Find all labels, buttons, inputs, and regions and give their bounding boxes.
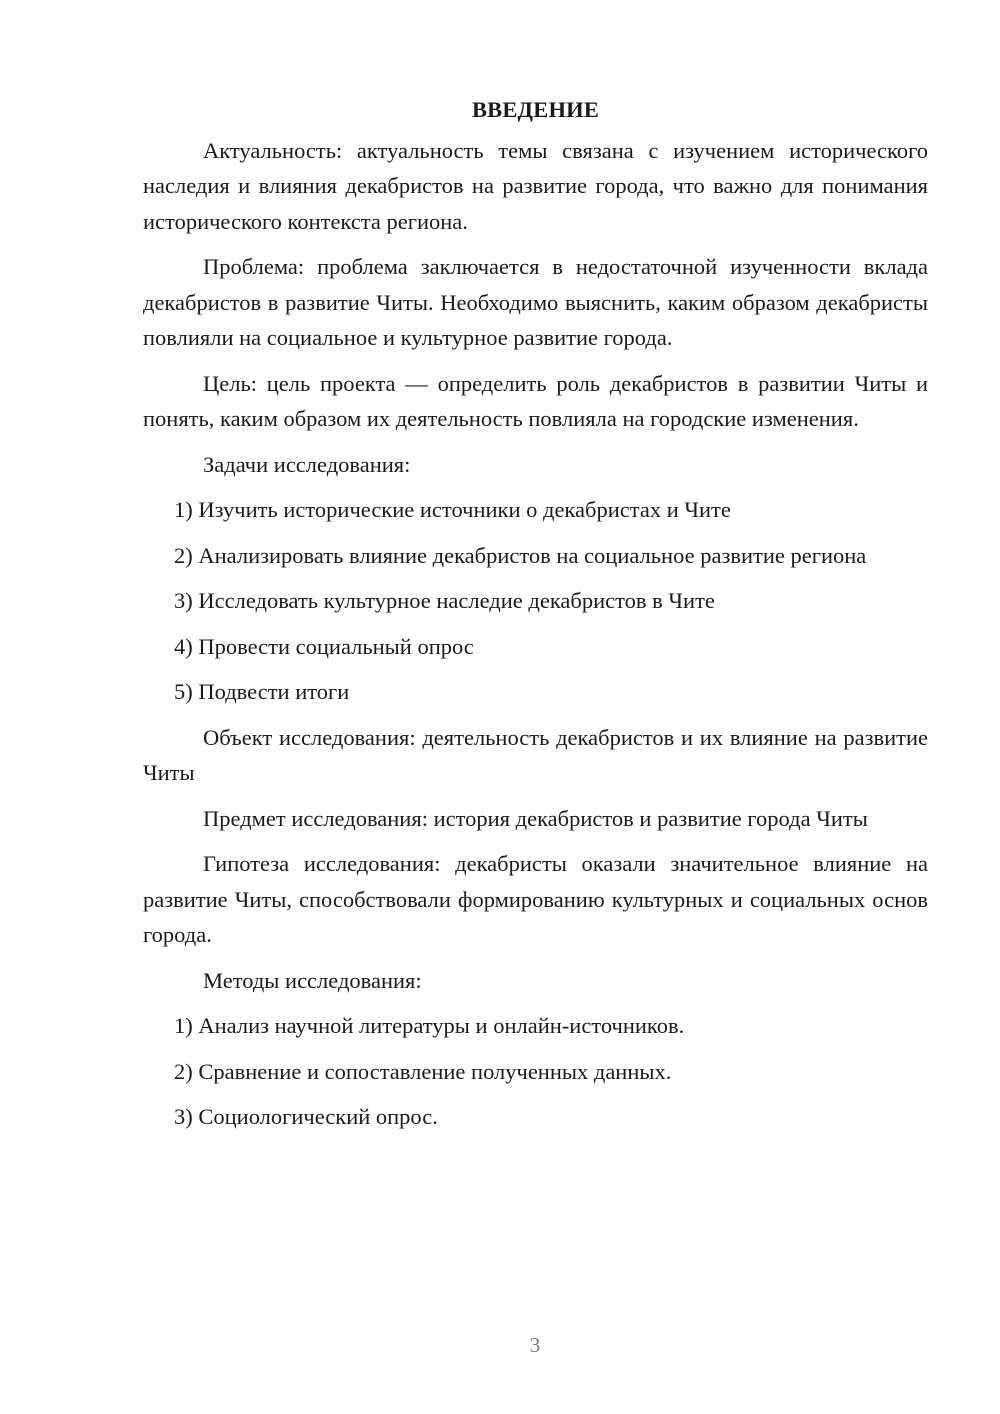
paragraph-subject: Предмет исследования: история декабристов и развитие города Читы [203, 805, 868, 831]
method-item-2: 2) Сравнение и сопоставление полученных данных. [174, 1058, 672, 1084]
page-number: 3 [529, 1333, 541, 1357]
method-item-3: 3) Социологический опрос. [174, 1104, 438, 1129]
method-item-1: 1) Анализ научной литературы и онлайн-источников. [174, 1013, 685, 1038]
paragraph-goal: Цель: цель проекта — определить роль декабристов в развитии Читы и понять, каким образом их деятельность повлияла на городские изменения. [143, 370, 928, 431]
paragraph-problem: Проблема: проблема заключается в недостаточной изученности вклада декабристов в развитие Читы. Необходимо выяснить, каким образом декабристы повлияли на социальное и культурное развитие города. [143, 254, 928, 350]
page-content [143, 92, 928, 1145]
paragraph-object: Объект исследования: деятельность декабристов и их влияние на развитие Читы [143, 724, 928, 785]
paragraph-methods-heading: Методы исследования: [203, 967, 422, 993]
paragraph-hypothesis: Гипотеза исследования: декабристы оказали значительное влияние на развитие Читы, способствовали формированию культурных и социальных основ города. [143, 851, 928, 947]
paragraph-tasks-heading: Задачи исследования: [203, 451, 411, 477]
task-item-4: 4) Провести социальный опрос [174, 633, 474, 659]
task-item-2: 2) Анализировать влияние декабристов на социальное развитие региона [174, 542, 867, 568]
paragraph-relevance: Актуальность: актуальность темы связана с изучением исторического наследия и влияния декабристов на развитие города, что важно для понимания исторического контекста региона. [143, 137, 928, 234]
section-title: ВВЕДЕНИЕ [471, 97, 600, 122]
task-item-5: 5) Подвести итоги [174, 679, 350, 704]
task-item-3: 3) Исследовать культурное наследие декабристов в Чите [174, 588, 715, 613]
task-item-1: 1) Изучить исторические источники о декабристах и Чите [174, 497, 731, 522]
